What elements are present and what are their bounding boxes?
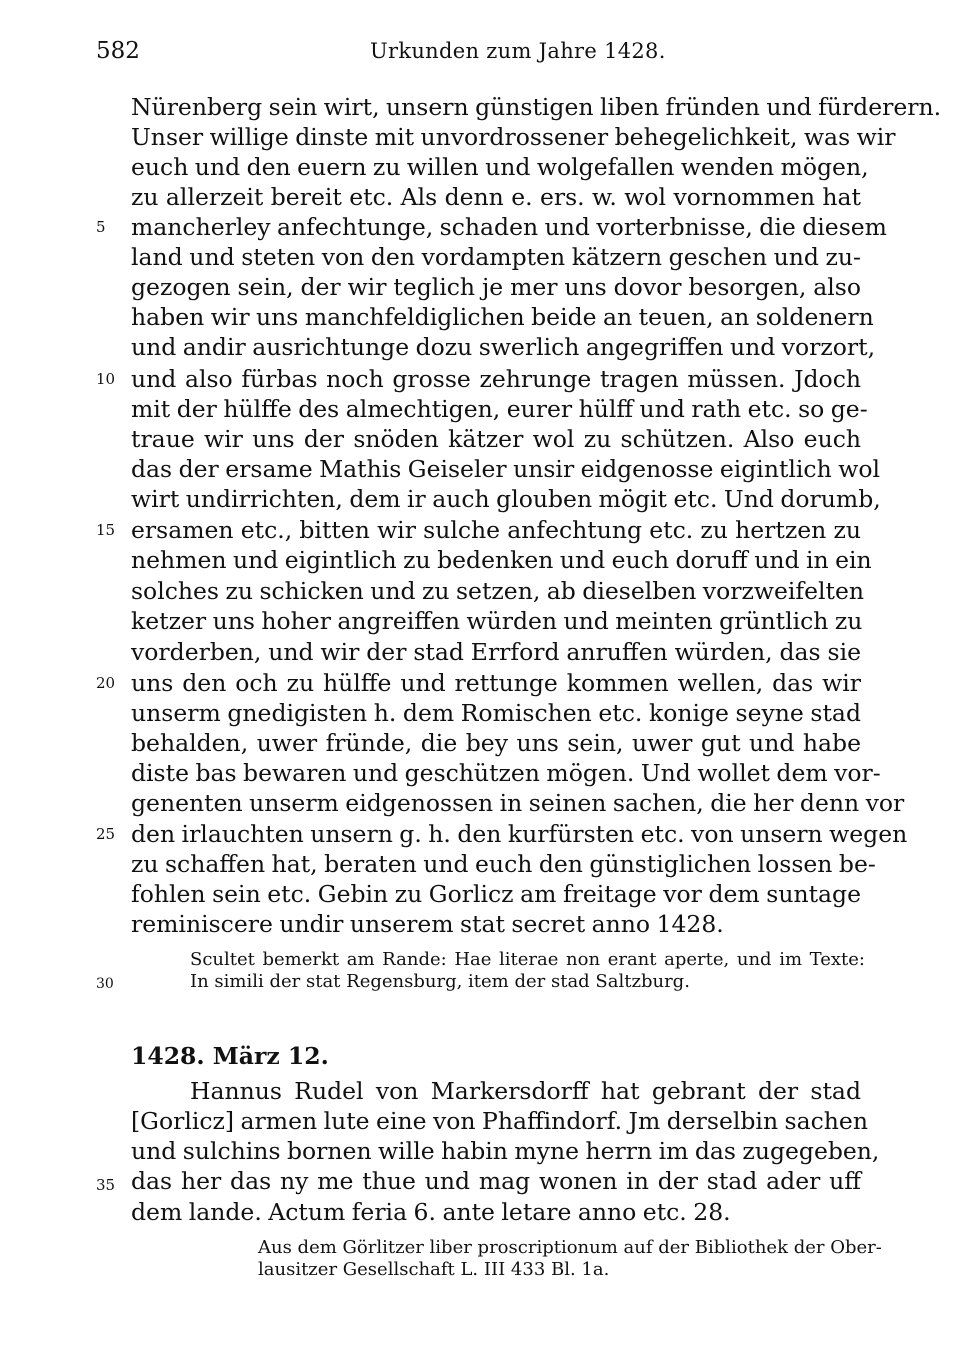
line-number: 10: [96, 370, 116, 388]
text-line: euch und den euern zu willen und wolgefallen wenden mögen,: [131, 153, 869, 181]
text-line: mit der hülffe des almechtigen, eurer hülff und rath etc. so ge-: [131, 395, 868, 423]
text-line: und andir ausrichtunge dozu swerlich angegriffen und vorzort,: [131, 333, 876, 361]
text-line: vorderben, und wir der stad Errford anruffen würden, das sie: [131, 638, 861, 666]
line-number: 20: [96, 674, 116, 692]
entry-heading: 1428. März 12.: [131, 1042, 329, 1070]
line-number: 5: [96, 218, 106, 236]
entry-line: und sulchins bornen wille habin myne herrn im das zugegeben,: [131, 1137, 880, 1165]
running-head: Urkunden zum Jahre 1428.: [370, 39, 666, 63]
entry-line: Hannus Rudel von Markersdorff hat gebrant der stad: [190, 1077, 861, 1105]
entry-line: dem lande. Actum feria 6. ante letare anno etc. 28.: [131, 1198, 731, 1226]
line-number: 15: [96, 521, 116, 539]
text-line: reminiscere undir unserem stat secret anno 1428.: [131, 910, 724, 938]
text-line: traue wir uns der snöden kätzer wol zu schützen. Also euch: [131, 425, 861, 453]
line-number: 25: [96, 825, 116, 843]
text-line: zu schaffen hat, beraten und euch den günstiglichen lossen be-: [131, 850, 876, 878]
text-line: ersamen etc., bitten wir sulche anfechtung etc. zu hertzen zu: [131, 516, 861, 544]
text-line: ketzer uns hoher angreiffen würden und meinten grüntlich zu: [131, 607, 863, 635]
text-line: gezogen sein, der wir teglich je mer uns dovor besorgen, also: [131, 273, 861, 301]
text-line: den irlauchten unsern g. h. den kurfürsten etc. von unsern wegen: [131, 820, 908, 848]
text-line: land und steten von den vordampten kätzern geschen und zu-: [131, 243, 861, 271]
text-line: nehmen und eigintlich zu bedenken und euch doruff und in ein: [131, 546, 872, 574]
entry-line: das her das ny me thue und mag wonen in der stad ader uff: [131, 1167, 861, 1195]
text-line: diste bas bewaren und geschützen mögen. Und wollet dem vor-: [131, 759, 881, 787]
text-line: haben wir uns manchfeldiglichen beide an teuen, an soldenern: [131, 303, 874, 331]
text-line: Unser willige dinste mit unvordrossener behegelichkeit, was wir: [131, 123, 896, 151]
text-line: uns den och zu hülffe und rettunge kommen wellen, das wir: [131, 669, 861, 697]
note-line: In simili der stat Regensburg, item der stad Saltzburg.: [190, 971, 690, 992]
text-line: wirt undirrichten, dem ir auch glouben mögit etc. Und dorumb,: [131, 485, 881, 513]
text-line: und also fürbas noch grosse zehrunge tragen müssen. Jdoch: [131, 365, 861, 393]
entry-line: [Gorlicz] armen lute eine von Phaffindorf. Jm derselbin sachen: [131, 1107, 868, 1135]
text-line: das der ersame Mathis Geiseler unsir eidgenosse eigintlich wol: [131, 455, 880, 483]
text-line: unserm gnedigisten h. dem Romischen etc. konige seyne stad: [131, 699, 861, 727]
text-line: genenten unserm eidgenossen in seinen sachen, die her denn vor: [131, 789, 905, 817]
page-number: 582: [96, 38, 140, 64]
line-number: 30: [96, 976, 114, 992]
note-line: Scultet bemerkt am Rande: Hae literae non erant aperte, und im Texte:: [190, 949, 865, 970]
text-line: zu allerzeit bereit etc. Als denn e. ers. w. wol vornommen hat: [131, 183, 861, 211]
line-number: 35: [96, 1176, 116, 1194]
text-line: behalden, uwer fründe, die bey uns sein, uwer gut und habe: [131, 729, 861, 757]
text-line: solches zu schicken und zu setzen, ab dieselben vorzweifelten: [131, 577, 864, 605]
text-line: Nürenberg sein wirt, unsern günstigen liben fründen und fürderern.: [131, 93, 942, 121]
source-note-line: lausitzer Gesellschaft L. III 433 Bl. 1a.: [258, 1259, 610, 1280]
source-note-line: Aus dem Görlitzer liber proscriptionum auf der Bibliothek der Ober-: [258, 1237, 882, 1258]
text-line: fohlen sein etc. Gebin zu Gorlicz am freitage vor dem suntage: [131, 880, 861, 908]
text-line: mancherley anfechtunge, schaden und vorterbnisse, die diesem: [131, 213, 887, 241]
